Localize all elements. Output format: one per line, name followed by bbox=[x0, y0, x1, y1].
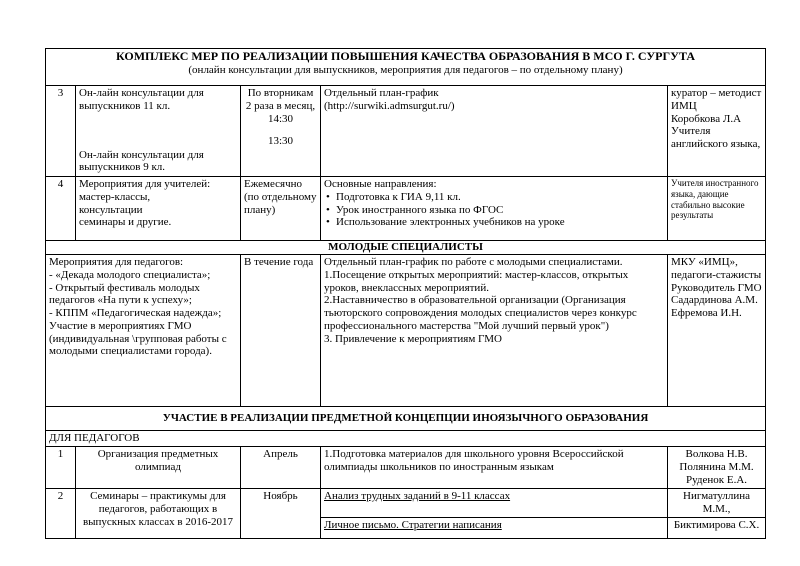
responsible-text: Полянина М.М. bbox=[679, 460, 754, 473]
details-text: Отдельный план-график bbox=[324, 87, 439, 99]
row-number-cell bbox=[46, 489, 76, 539]
activity-text: консультации bbox=[79, 203, 143, 216]
activity-cell bbox=[76, 489, 241, 539]
document-title: КОМПЛЕКС МЕР ПО РЕАЛИЗАЦИИ ПОВЫШЕНИЯ КАЧЕСТВА ОБРАЗОВАНИЯ В МСО Г. СУРГУТА bbox=[115, 49, 696, 63]
details-text: 1.Посещение открытых мероприятий: мастер-классов, открытых уроков, внеклассных мероприятий. bbox=[324, 268, 629, 294]
timing-text: В течение года bbox=[244, 256, 314, 268]
activity-text: мастер-классы, bbox=[79, 190, 151, 203]
responsible-text: Учителя английского языка, bbox=[671, 125, 761, 150]
activity-text: Участие в мероприятиях ГМО (индивидуальная \групповая работы с молодыми специалистами города). bbox=[49, 319, 227, 358]
details-text: Отдельный план-график по работе с молодыми специалистами. bbox=[324, 256, 623, 268]
details-label: Основные направления: bbox=[324, 178, 437, 190]
responsible-text: Биктимирова С.Х. bbox=[673, 518, 760, 531]
document-subtitle: (онлайн консультации для выпускников, мероприятия для педагогов – по отдельному плану) bbox=[188, 63, 623, 76]
responsible-cell bbox=[668, 489, 766, 518]
details-text: 2.Наставничество в образовательной организации (Организация тьюторского сопровождения молодых специалистов через конкурс профессионального мастерства "Мой лучший первый урок") bbox=[324, 294, 637, 332]
details-text: 3. Привлечение к мероприятиям ГМО bbox=[324, 332, 502, 345]
timing-text: Ежемесячно bbox=[244, 178, 303, 190]
section-title: МОЛОДЫЕ СПЕЦИАЛИСТЫ bbox=[328, 241, 483, 253]
details-cell bbox=[321, 255, 668, 407]
details-bullet-item: • Подготовка к ГИА 9,11 кл. bbox=[324, 191, 664, 204]
table-row-3 bbox=[46, 86, 766, 177]
timing-cell bbox=[241, 177, 321, 241]
activity-cell bbox=[76, 177, 241, 241]
responsible-text: Учителя иностранного языка, дающие стабильно высокие результаты bbox=[671, 178, 759, 221]
responsible-cell bbox=[668, 447, 766, 489]
responsible-text: МКУ «ИМЦ», bbox=[671, 256, 738, 268]
subsection-title-cell bbox=[46, 431, 766, 447]
details-text: Личное письмо. Стратегии написания bbox=[324, 518, 502, 531]
table-row-2a bbox=[46, 489, 766, 518]
responsible-cell bbox=[668, 177, 766, 241]
activity-text: - «Декада молодого специалиста»; bbox=[49, 268, 211, 281]
activity-cell bbox=[46, 255, 241, 407]
plan-url: (http://surwiki.admsurgut.ru/) bbox=[324, 99, 455, 112]
activity-text: Семинары – практикумы для педагогов, работающих в выпускных классах в 2016-2017 bbox=[82, 490, 234, 528]
details-cell bbox=[321, 489, 668, 518]
table-row-young-specialists bbox=[46, 255, 766, 407]
subsection-title: ДЛЯ ПЕДАГОГОВ bbox=[49, 432, 140, 444]
timing-text: (по отдельному плану) bbox=[244, 190, 317, 216]
responsible-text: Руководитель ГМО bbox=[671, 281, 762, 294]
table-row-1 bbox=[46, 447, 766, 489]
responsible-text: Садардинова А.М. bbox=[671, 294, 758, 307]
responsible-cell bbox=[668, 86, 766, 177]
details-cell bbox=[321, 86, 668, 177]
table-title-cell bbox=[46, 49, 766, 86]
responsible-text: куратор – методист ИМЦ bbox=[671, 87, 762, 112]
timing-text: По вторникам 2 раза в месяц, bbox=[245, 87, 316, 112]
responsible-text: педагоги-стажисты bbox=[671, 268, 762, 281]
responsible-text: Волкова Н.В. bbox=[685, 448, 748, 460]
section-row-young-specialists bbox=[46, 241, 766, 255]
details-bullet-item: • Урок иностранного языка по ФГОС bbox=[324, 204, 664, 217]
activity-text: Мероприятия для учителей: bbox=[79, 178, 211, 190]
activity-text: Он-лайн консультации для выпускников 9 кл. bbox=[79, 148, 204, 174]
activity-cell bbox=[76, 86, 241, 177]
row-number: 4 bbox=[57, 178, 64, 190]
row-number-cell bbox=[46, 177, 76, 241]
activity-text: - Открытый фестиваль молодых педагогов «На пути к успеху»; bbox=[49, 281, 200, 307]
row-number-cell bbox=[46, 447, 76, 489]
activity-text: Организация предметных олимпиад bbox=[97, 448, 219, 473]
timing-text: 13:30 bbox=[267, 135, 294, 148]
timing-cell bbox=[241, 447, 321, 489]
timing-text: Апрель bbox=[263, 448, 298, 460]
activity-text: Мероприятия для педагогов: bbox=[49, 256, 184, 268]
section-title: УЧАСТИЕ В РЕАЛИЗАЦИИ ПРЕДМЕТНОЙ КОНЦЕПЦИИ ИНОЯЗЫЧНОГО ОБРАЗОВАНИЯ bbox=[162, 412, 649, 425]
timing-cell bbox=[241, 489, 321, 539]
row-number: 2 bbox=[57, 490, 64, 502]
timing-cell bbox=[241, 255, 321, 407]
header-row bbox=[46, 49, 766, 86]
timing-cell bbox=[241, 86, 321, 177]
section-row-concept bbox=[46, 407, 766, 431]
timing-text: Ноябрь bbox=[263, 490, 298, 502]
timing-text: 14:30 bbox=[267, 112, 294, 125]
responsible-cell bbox=[668, 255, 766, 407]
activity-cell bbox=[76, 447, 241, 489]
activity-text: - КППМ «Педагогическая надежда»; bbox=[49, 307, 222, 319]
row-number: 1 bbox=[57, 448, 64, 460]
details-cell bbox=[321, 517, 668, 538]
responsible-text: Ефремова И.Н. bbox=[671, 307, 742, 319]
table-row-4 bbox=[46, 177, 766, 241]
activity-text: Он-лайн консультации для выпускников 11 кл. bbox=[79, 87, 204, 112]
responsible-cell bbox=[668, 517, 766, 538]
activity-text: семинары и другие. bbox=[79, 216, 172, 229]
section-row-for-teachers bbox=[46, 431, 766, 447]
details-cell bbox=[321, 177, 668, 241]
responsible-text: Руденок Е.А. bbox=[685, 473, 748, 486]
responsible-text: Нигматуллина М.М., bbox=[683, 490, 751, 515]
details-text: Анализ трудных заданий в 9-11 классах bbox=[324, 490, 511, 502]
details-cell bbox=[321, 447, 668, 489]
details-text: 1.Подготовка материалов для школьного уровня Всероссийской олимпиады школьников по иностранным языкам bbox=[324, 448, 624, 473]
responsible-text: Коробкова Л.А bbox=[671, 112, 742, 125]
section-title-cell bbox=[46, 407, 766, 431]
section-title-cell bbox=[46, 241, 766, 255]
details-bullet-item: • Использование электронных учебников на уроке bbox=[324, 216, 664, 229]
row-number: 3 bbox=[57, 87, 64, 99]
measures-table bbox=[45, 48, 766, 539]
row-number-cell bbox=[46, 86, 76, 177]
